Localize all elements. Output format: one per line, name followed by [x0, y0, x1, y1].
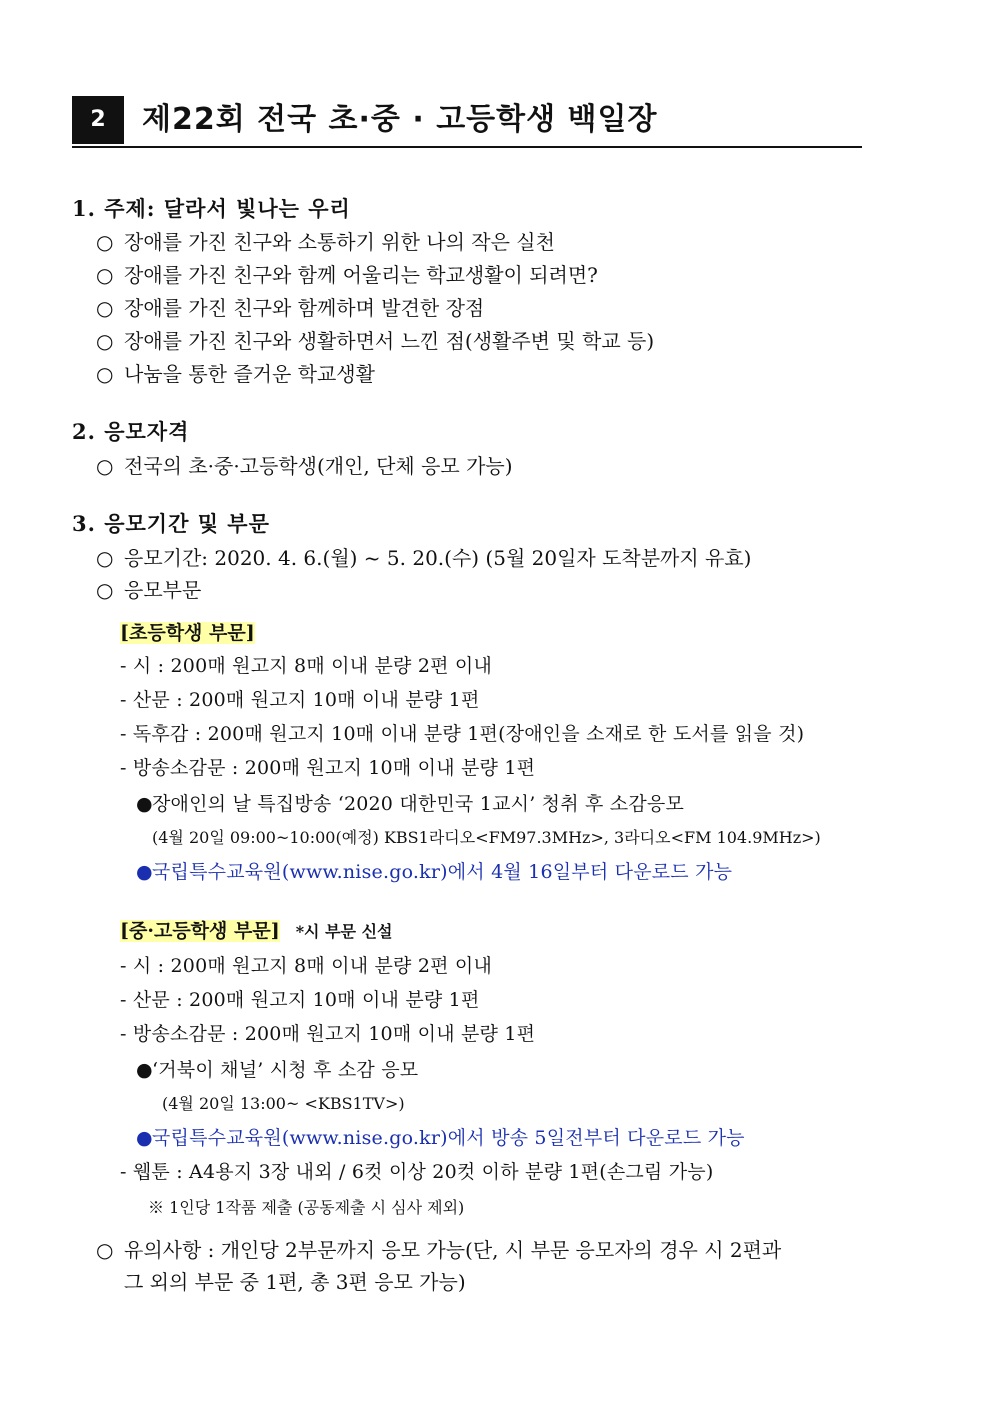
broadcast-schedule: (4월 20일 13:00~ <KBS1TV>) — [162, 1094, 405, 1113]
download-notice: ●국립특수교육원(www.nise.go.kr)에서 4월 16일부터 다운로드 가능 — [136, 861, 733, 883]
download-notice: ●국립특수교육원(www.nise.go.kr)에서 방송 5일전부터 다운로드 가능 — [136, 1127, 745, 1149]
section-2-heading: 2. 응모자격 — [72, 419, 190, 444]
list-item: ○ 장애를 가진 친구와 함께 어울리는 학교생활이 되려면? — [96, 263, 598, 287]
list-item: ○ 장애를 가진 친구와 함께하며 발견한 장점 — [96, 296, 485, 320]
list-item: - 산문 : 200매 원고지 10매 이내 분량 1편 — [120, 989, 480, 1011]
list-item: - 시 : 200매 원고지 8매 이내 분량 2편 이내 — [120, 655, 493, 677]
new-category-note: *시 부문 신설 — [295, 922, 393, 941]
list-item: ○ 응모부문 — [96, 578, 202, 602]
list-item: ○ 응모기간: 2020. 4. 6.(월) ~ 5. 20.(수) (5월 20일자 도착분까지 유효) — [96, 546, 752, 570]
elementary-category-label: [초등학생 부문] — [120, 622, 255, 644]
list-item: ○ 전국의 초·중·고등학생(개인, 단체 응모 가능) — [96, 454, 513, 478]
broadcast-schedule: (4월 20일 09:00~10:00(예정) KBS1라디오<FM97.3MHz>, 3라디오<FM 104.9MHz>) — [152, 828, 821, 847]
list-item: ○ 나눔을 통한 즐거운 학교생활 — [96, 362, 375, 386]
section-header — [72, 96, 862, 148]
section-number: 2 — [72, 96, 124, 144]
list-item: ●장애인의 날 특집방송 ‘2020 대한민국 1교시’ 청취 후 소감응모 — [136, 793, 685, 815]
page-title: 제22회 전국 초·중 · 고등학생 백일장 — [142, 102, 658, 137]
list-item: ●‘거북이 채널’ 시청 후 소감 응모 — [136, 1059, 419, 1081]
middle-high-category-label: [중·고등학생 부문] — [120, 920, 280, 942]
section-3-heading: 3. 응모기간 및 부문 — [72, 511, 270, 536]
list-item: - 방송소감문 : 200매 원고지 10매 이내 분량 1편 — [120, 757, 536, 779]
submission-note: ※ 1인당 1작품 제출 (공동제출 시 심사 제외) — [148, 1198, 465, 1217]
list-item: ○ 장애를 가진 친구와 소통하기 위한 나의 작은 실천 — [96, 230, 555, 254]
list-item: ○ 장애를 가진 친구와 생활하면서 느낀 점(생활주변 및 학교 등) — [96, 329, 655, 353]
caution-line-1: ○ 유의사항 : 개인당 2부문까지 응모 가능(단, 시 부문 응모자의 경우 시 2편과 — [96, 1238, 782, 1262]
elementary-label-row — [120, 618, 255, 647]
middle-high-label-row — [120, 916, 392, 946]
section-1-heading: 1. 주제: 달라서 빛나는 우리 — [72, 196, 351, 221]
caution-line-2: 그 외의 부문 중 1편, 총 3편 응모 가능) — [124, 1270, 466, 1294]
list-item: - 독후감 : 200매 원고지 10매 이내 분량 1편(장애인을 소재로 한 도서를 읽을 것) — [120, 723, 805, 745]
list-item: - 산문 : 200매 원고지 10매 이내 분량 1편 — [120, 689, 480, 711]
list-item: - 방송소감문 : 200매 원고지 10매 이내 분량 1편 — [120, 1023, 536, 1045]
list-item: - 웹툰 : A4용지 3장 내외 / 6컷 이상 20컷 이하 분량 1편(손그림 가능) — [120, 1161, 714, 1183]
list-item: - 시 : 200매 원고지 8매 이내 분량 2편 이내 — [120, 955, 493, 977]
